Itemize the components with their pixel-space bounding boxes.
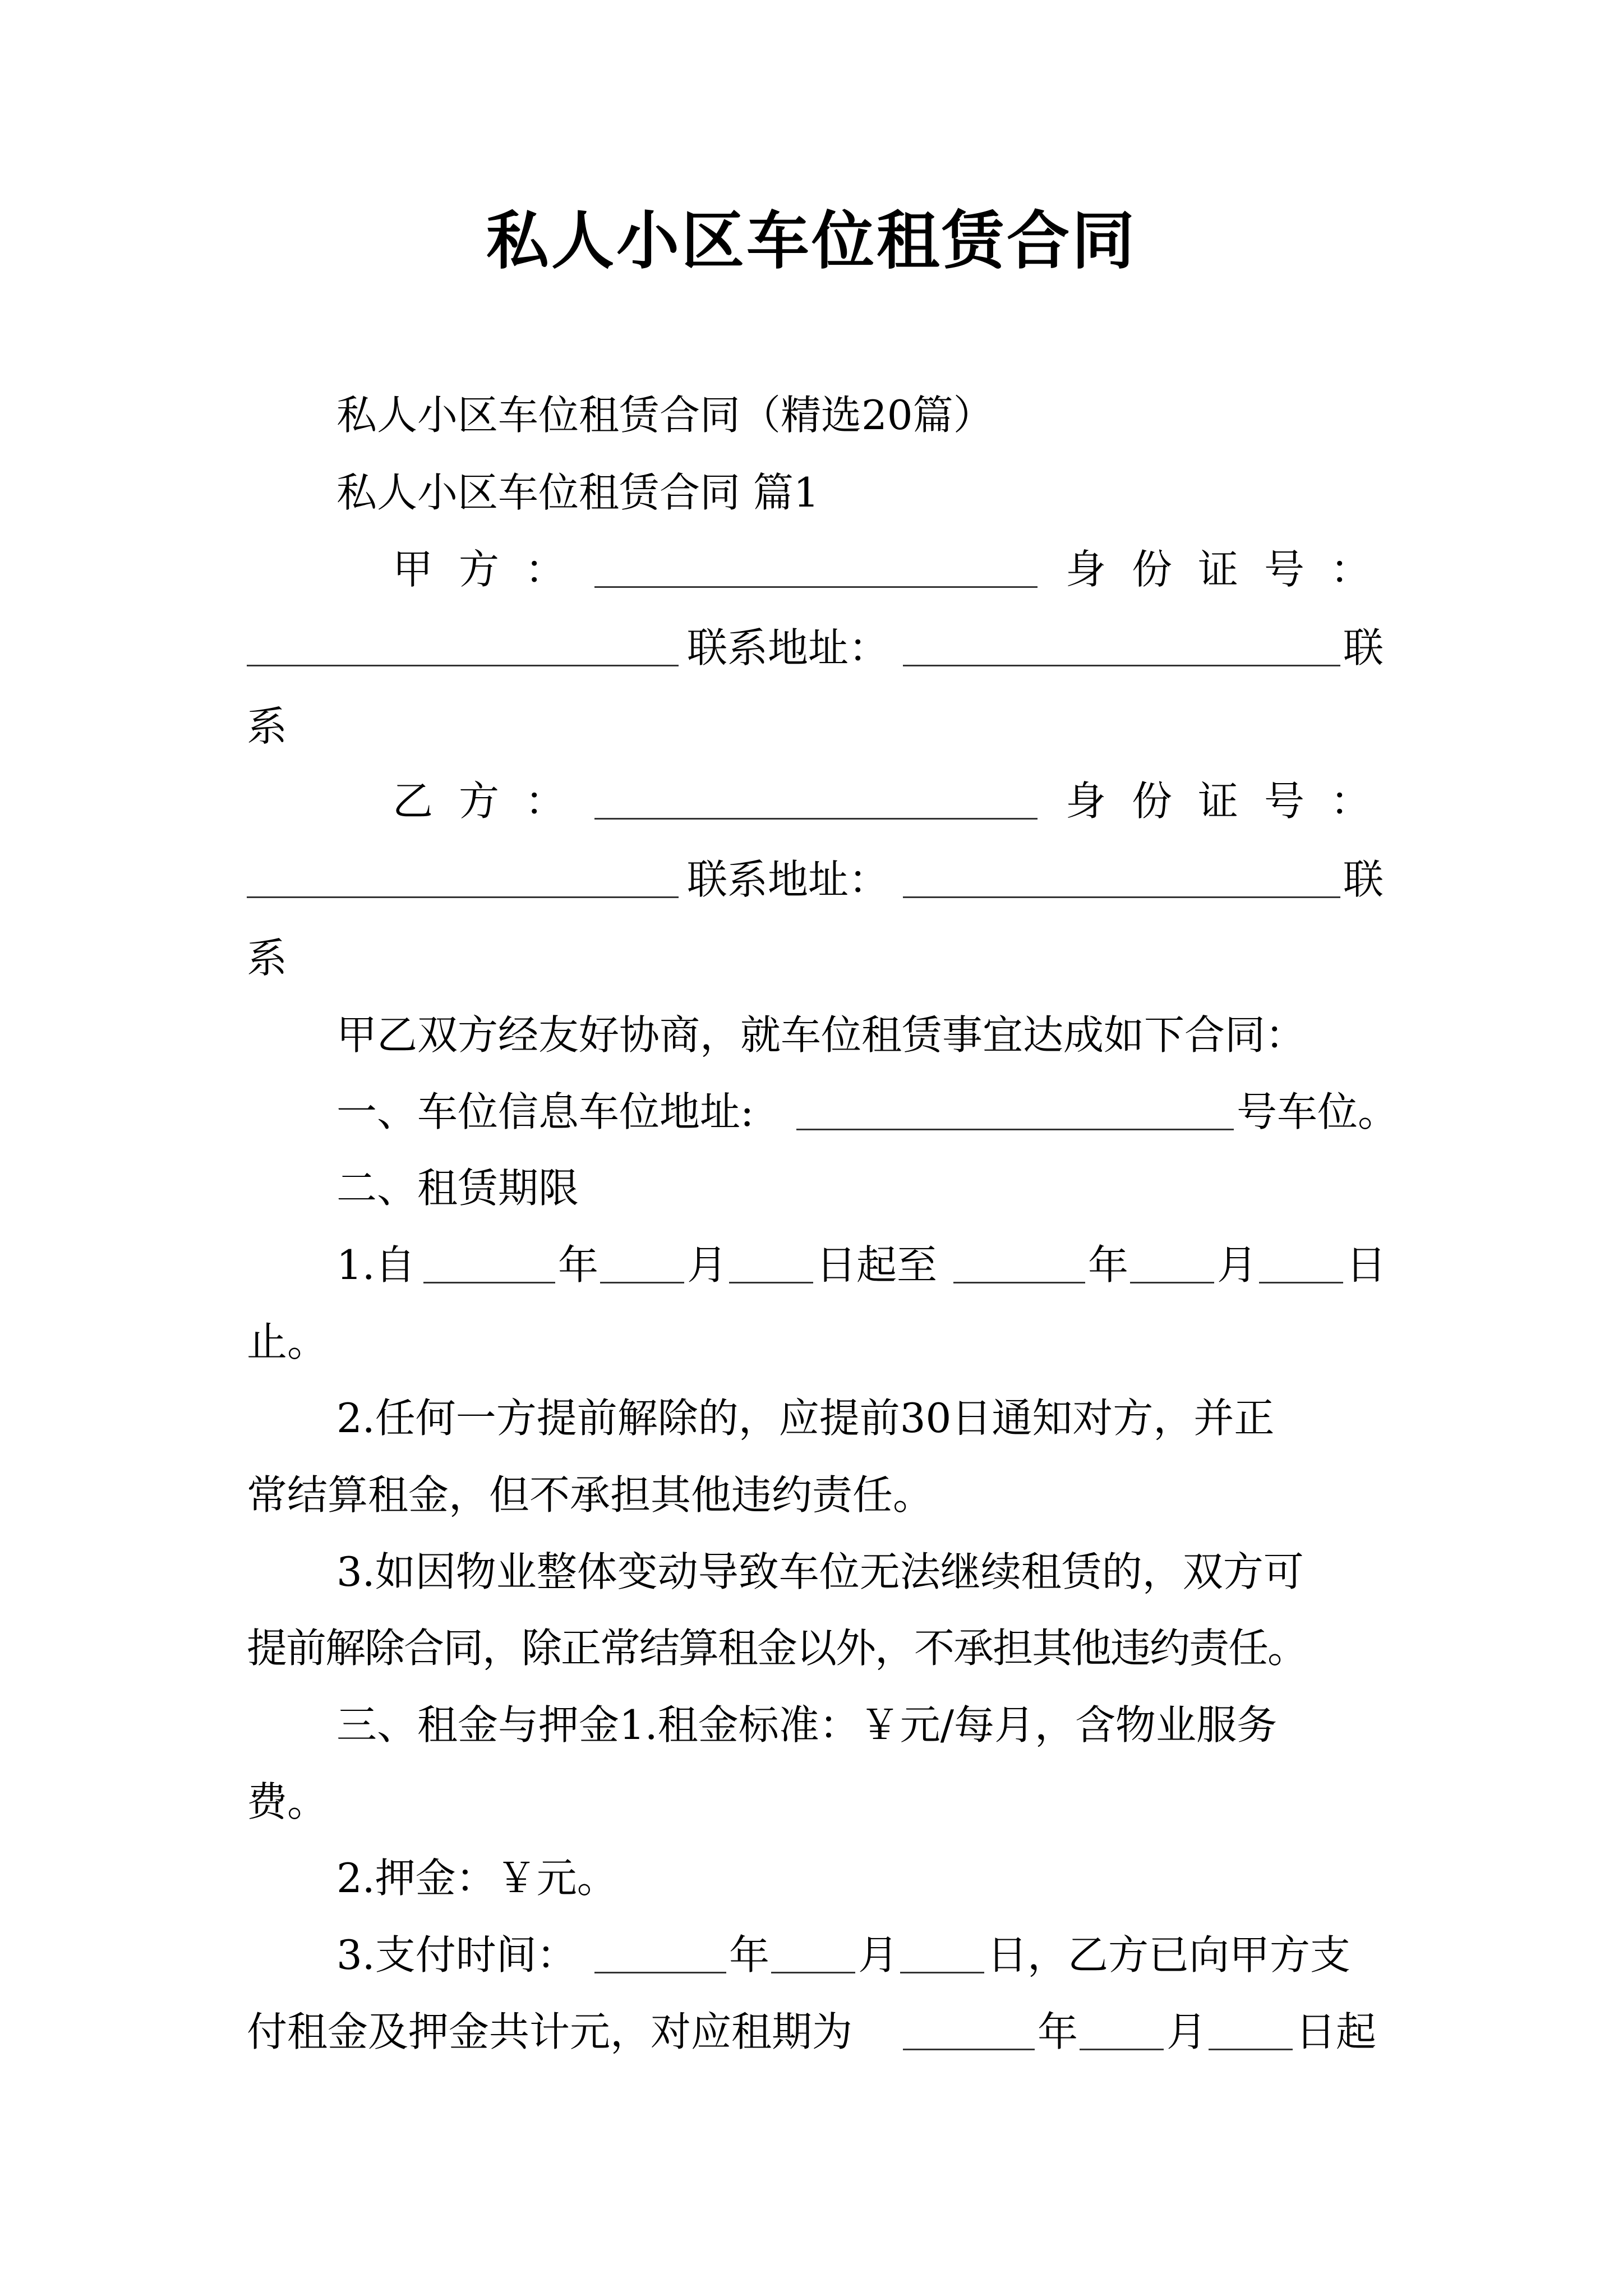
clause-2-item-2-line-1: [336, 1390, 1274, 1446]
item-3-text-1: 3.如因物业整体变动导致车位无法继续租赁的，双方可: [336, 1548, 1304, 1595]
payment-day-blank: [900, 1972, 984, 1973]
term-month: 月: [1166, 2008, 1207, 2055]
term-day-start: 日起: [1295, 2008, 1377, 2055]
intro-paragraph: [336, 1007, 1306, 1063]
party-a-address-label: 联系地址：: [687, 624, 889, 671]
item-1-day-2: 日: [1346, 1241, 1387, 1289]
item-1-end-day-blank: [1259, 1282, 1343, 1283]
party-a-name-blank: [594, 586, 1038, 588]
party-b-contact-row: [247, 930, 287, 986]
payment-time-label: 3.支付时间：: [336, 1931, 577, 1978]
item-1-month-1: 月: [687, 1241, 728, 1289]
section-heading: [336, 464, 819, 521]
item-1-start-year-blank: [423, 1282, 555, 1283]
payment-line-2-text: 付租金及押金共计元，对应租期为: [247, 2008, 853, 2055]
item-1-year-1: 年: [558, 1241, 599, 1289]
item-1-start-day-blank: [729, 1282, 813, 1283]
party-b-address-label: 联系地址：: [687, 856, 889, 903]
clause-1-address-blank: [796, 1129, 1234, 1130]
clause-3-deposit: [336, 1850, 617, 1906]
party-b-id-label: 身份证号：: [1066, 777, 1397, 825]
payment-year: 年: [729, 1931, 770, 1978]
term-day-blank: [1209, 2049, 1293, 2050]
clause-3-line-2: [247, 1774, 328, 1830]
party-a-address-blank: [903, 665, 1340, 666]
term-month-blank: [1080, 2049, 1164, 2050]
item-1-from: 1.自: [336, 1241, 416, 1289]
deposit-text: 2.押金：￥元。: [336, 1855, 617, 1902]
item-1-start-month-blank: [600, 1282, 684, 1283]
clause-2-heading-text: 二、租赁期限: [336, 1165, 579, 1212]
clause-2-heading: [336, 1160, 579, 1216]
document-title: 私人小区车位租赁合同: [486, 204, 1137, 278]
item-2-text-2: 常结算租金，但不承担其他违约责任。: [247, 1471, 934, 1519]
party-b-contact-label-1: 联: [1343, 856, 1384, 903]
clause-1-prefix: 一、车位信息车位地址:: [336, 1088, 754, 1135]
clause-2-item-2-line-2: [247, 1467, 933, 1523]
item-3-text-2: 提前解除合同，除正常结算租金以外，不承担其他违约责任。: [247, 1625, 1307, 1672]
payment-month: 月: [858, 1931, 899, 1978]
party-b-id-blank: [247, 896, 679, 898]
clause-2-item-3-line-2: [247, 1620, 1307, 1676]
party-a-id-label: 身份证号：: [1066, 546, 1397, 593]
clause-3-text-1: 三、租金与押金1.租金标准：￥元/每月，含物业服务: [336, 1701, 1277, 1749]
clause-2-item-1-end: [247, 1314, 328, 1370]
item-1-year-2: 年: [1088, 1241, 1129, 1289]
party-b-label: 乙方：: [393, 777, 592, 825]
party-a-contact-label-2: 系: [247, 703, 288, 750]
party-b-contact-label-2: 系: [247, 935, 288, 982]
party-b-name-blank: [594, 818, 1038, 820]
item-1-month-2: 月: [1217, 1241, 1258, 1289]
clause-1-suffix: 号车位。: [1237, 1088, 1399, 1135]
item-2-text-1: 2.任何一方提前解除的，应提前30日通知对方，并正: [336, 1395, 1275, 1442]
clause-3-line-1: [336, 1697, 1277, 1753]
party-a-contact-row: [247, 698, 287, 754]
clause-3-text-2: 费。: [247, 1778, 328, 1825]
payment-month-blank: [771, 1972, 855, 1973]
item-1-to: 日起至: [816, 1241, 938, 1289]
party-a-id-blank: [247, 665, 679, 666]
party-a-label: 甲方：: [393, 546, 592, 593]
party-b-address-blank: [903, 896, 1340, 898]
subtitle-text: 私人小区车位租赁合同（精选20篇）: [336, 392, 994, 439]
payment-day-text: 日，乙方已向甲方支: [987, 1931, 1351, 1978]
section-heading-text: 私人小区车位租赁合同 篇1: [336, 469, 819, 516]
term-year-blank: [903, 2049, 1035, 2050]
intro-text: 甲乙双方经友好协商，就车位租赁事宜达成如下合同：: [336, 1011, 1306, 1059]
party-a-contact-label-1: 联: [1343, 624, 1384, 671]
subtitle: [336, 387, 994, 443]
item-1-end-month-blank: [1130, 1282, 1214, 1283]
term-year: 年: [1038, 2008, 1078, 2055]
item-1-end-year-blank: [953, 1282, 1085, 1283]
item-1-end-text: 止。: [247, 1318, 328, 1365]
payment-year-blank: [594, 1972, 726, 1973]
clause-2-item-3-line-1: [336, 1544, 1304, 1600]
